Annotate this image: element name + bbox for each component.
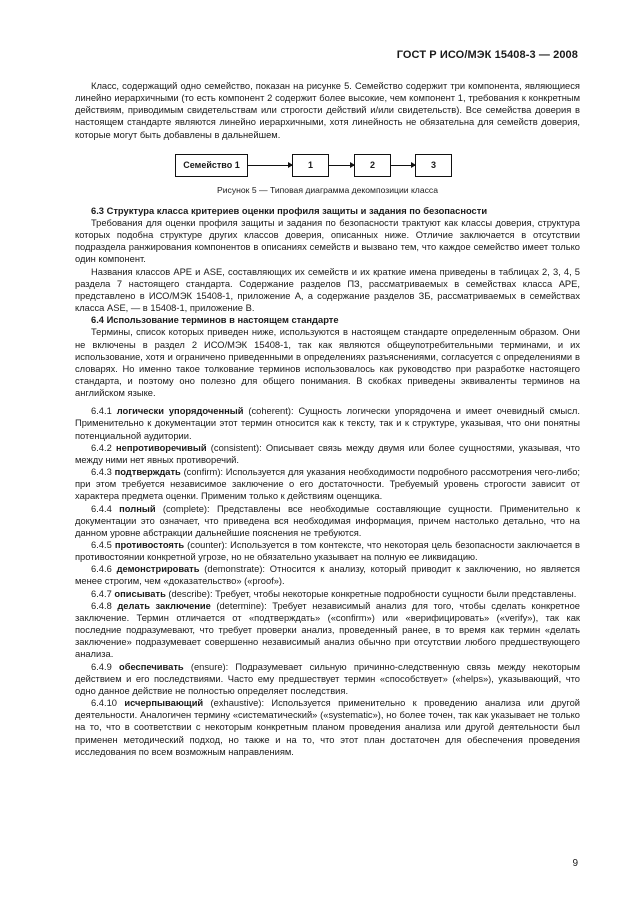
term-definition: (describe): Требует, чтобы некоторые конкретные подробности сущности были представлены.: [165, 588, 577, 599]
section-6-4-heading: 6.4 Использование терминов в настоящем стандарте: [91, 315, 339, 326]
arrow-family-to-1: [248, 165, 292, 166]
term-definition: (exhaustive): Используется применительно к проведению анализа или другой деятельности. Аналогичен термину «систематический» («systematic»), но более точен, так как указывает не только на то, что в соответствии с некоторым конкретным планом проведения анализа или другой деятельности был применен методический подход, но также и на то, что этот план достаточен для обеспечения проведения исследования по всем возможным направлениям.: [75, 698, 580, 757]
term-number: 6.4.10: [91, 698, 117, 709]
term-6-4-9: [75, 661, 580, 697]
term-name: подтверждать: [114, 467, 181, 478]
term-definition: (determine): Требует независимый анализ для того, чтобы сделать конкретное заключение. Термин отличается от «подтверждать» («confirm») или «верифицировать» («verify»), так как последние подразумевают, что требует проверки анализ, проведенный ранее, в то время как термин «делать заключение» подразумевает совершенно независимый анализ обычно при отсутствии любого предшествующего анализа.: [75, 600, 580, 660]
section-6-4-paragraph-1: Термины, список которых приведен ниже, используются в настоящем стандарте определенным образом. Они не включены в раздел 2 ИСО/МЭК 15408-1, так как являются общеупотребительными терминами, и их использование, хотя и ограничено приведенными в определениях разъяснениями, согласуется с определениями в словарях. Но именно такое толкование терминов использовалось как руководство при разработке настоящего стандарта, и поэтому оно полезно для общего понимания. В скобках приведены эквиваленты терминов на английском языке.: [75, 327, 580, 399]
term-number: 6.4.9: [91, 661, 112, 672]
term-number: 6.4.5: [91, 540, 112, 550]
term-definition: (demonstrate): Относится к анализу, который приводит к заключению, но является менее строгим, чем «доказательство» («proof»).: [75, 564, 580, 587]
term-definition: (confirm): Используется для указания необходимости подробного рассмотрения чего-либо; при этом требуется независимое заключение о его достаточности. Требуемый уровень строгости зависит от характера предмета оценки. Применим только к действиям оценщика.: [75, 467, 580, 502]
page-header: ГОСТ Р ИСО/МЭК 15408-3 — 2008: [396, 49, 578, 61]
term-definition: (consistent): Описывает связь между двумя или более сущностями, указывая, что между ними нет явных противоречий.: [75, 442, 580, 465]
component-box-2: 2: [354, 154, 391, 177]
term-name: полный: [119, 503, 156, 514]
page-number: 9: [572, 858, 578, 869]
arrow-1-to-2: [329, 165, 354, 166]
term-name: непротиворечивый: [115, 442, 207, 453]
term-name: исчерпывающий: [124, 698, 204, 709]
term-6-4-2: [75, 442, 580, 466]
term-name: обеспечивать: [118, 661, 184, 672]
term-number: 6.4.3: [91, 467, 112, 478]
section-6-3-paragraph-2: Названия классов APE и ASE, составляющих их семейств и их краткие имена приведены в таблицах 2, 3, 4, 5 раздела 7 настоящего стандарта. Содержание разделов ПЗ, рассматриваемых в семействах класса APE, представлено в ИСО/МЭК 15408-1, приложение А, а содержание разделов ЗБ, рассматриваемых в семействах класса ASE, — в 15408-1, приложение В.: [75, 266, 580, 314]
term-number: 6.4.6: [91, 564, 112, 575]
term-6-4-6: [75, 563, 580, 587]
family-box: Семейство 1: [175, 154, 248, 177]
term-6-4-1: [75, 405, 580, 441]
figure-5-diagram: [75, 145, 580, 205]
term-name: демонстрировать: [116, 564, 200, 575]
term-6-4-3: [75, 466, 580, 502]
document-body: [75, 80, 580, 758]
term-definition: (coherent): Сущность логически упорядочена и имеет очевидный смысл. Применительно к документации этот термин относится как к тексту, так и к структуре, указывая, что они понятны потенциальной аудитории.: [75, 406, 580, 441]
term-6-4-7: [75, 588, 580, 600]
term-number: 6.4.2: [91, 442, 112, 453]
term-6-4-5: [75, 539, 580, 563]
figure-caption: Рисунок 5 — Типовая диаграмма декомпозиции класса: [217, 184, 438, 195]
term-name: противостоять: [114, 540, 185, 550]
term-number: 6.4.8: [91, 600, 112, 611]
arrow-2-to-3: [391, 165, 415, 166]
term-number: 6.4.1: [91, 406, 112, 417]
term-number: 6.4.7: [91, 588, 112, 599]
term-definition: (counter): Используется в том контексте, что некоторая цель безопасности заключается в противостоянии конкретной угрозе, но не обязательно указывает на полную ее ликвидацию.: [75, 540, 580, 563]
term-definition: (ensure): Подразумевает сильную причинно-следственную связь между некоторым действием и его последствиями. Часто ему предшествует термин «способствует» («helps»), указывающий, что одно данное действие не полностью определяет последствия.: [75, 661, 580, 696]
term-name: описывать: [114, 588, 166, 599]
section-6-3-paragraph-1: Требования для оценки профиля защиты и задания по безопасности трактуют как классы доверия, структура которых подобна структуре других классов доверия, описанных ниже. Отличие заключается в отсутствии подраздела ранжирования компонентов в описаниях семейств и вызвано тем, что каждое семейство имеет только один компонент.: [75, 217, 580, 265]
section-6-3-heading: 6.3 Структура класса критериев оценки профиля защиты и задания по безопасности: [91, 205, 488, 216]
component-box-3: 3: [415, 154, 452, 177]
term-6-4-4: [75, 503, 580, 539]
intro-paragraph: Класс, содержащий одно семейство, показан на рисунке 5. Семейство содержит три компонента, являющиеся линейно иерархичными (то есть компонент 2 содержит более высокие, чем компонент 1, требования к конкретным действиям, приводимым свидетельствам или строгости действий и/или свидетельств). Все семейства доверия в настоящем стандарте являются линейно иерархичными, хотя линейность не обязательна для семейств доверия, которые могут быть добавлены в дальнейшем.: [75, 81, 580, 140]
component-box-1: 1: [292, 154, 329, 177]
term-number: 6.4.4: [91, 503, 112, 514]
term-6-4-8: [75, 600, 580, 661]
term-name: логически упорядоченный: [116, 406, 244, 417]
term-6-4-10: [75, 697, 580, 758]
term-name: делать заключение: [117, 600, 211, 611]
term-definition: (complete): Представлены все необходимые составляющие сущности. Применительно к документации это означает, что приведена вся необходимая информация, причем настолько детально, что на данном уровне абстракции дальнейшие пояснения не требуются.: [75, 503, 580, 538]
